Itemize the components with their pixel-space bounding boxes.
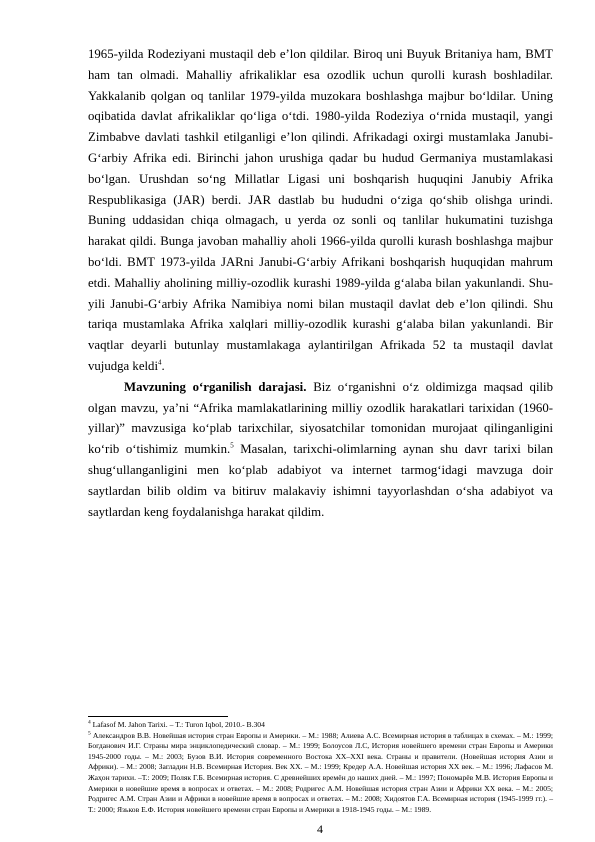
footnote-number: 4 <box>88 719 91 726</box>
page-number: 4 <box>317 822 323 836</box>
footnote-4 <box>88 720 553 731</box>
paragraph-2-text-a: Biz o‘rganishni o‘z oldimizga maqsad qilib olgan mavzu, ya’ni “Afrika mamlakatlarining milliy ozodlik harakatlari tarixidan (1960-yillar)” mavzusiga ko‘plab tarixchilar, siyosatchilar tomonidan murojaat qilinganligini ko‘rib o‘tishimiz mumkin. <box>88 379 554 457</box>
footnote-5 <box>88 731 553 816</box>
paragraph-1 <box>88 44 553 377</box>
footnotes <box>88 720 553 815</box>
footnote-text: Александров В.В. Новейшая история стран Европы и Америки. – М.: 1988; Алиева А.С. Всемирная история в таблицах в схемах. – М.: 1999; Богданович И.Г. Страны мира энциклопедический словар. – М.: 1999; Болоусов Л.С, История новейшего времени стран Европы и Америки 1945-2000 годы. – М.: 2003; Бузов В.И. История современного Востока XX–XXI века. Страны и правители. (Новейшая история Азии и Африки). – М.: 2008; Загладин Н.В. Всемирная История. Век XX. – М.: 1999; Кредер А.А. Новейшая история XX век. – М.: 1996; Лафасов М. Жаҳон тарихи. –Т.: 2009; Поляк Г.Б. Всемирная история. С древнейших времён до наших дней. – М.: 1997; Пономарёв М.В. История Европы и Америки в новейшие время в вопросах и ответах. – М.: 2008; Родригес А.М. Новейшая история стран Азии и Африки XX века. – М.: 2005; Родригес А.М. Стран Азии и Африки в новейшие время в вопросах и ответах. – М.: 2008; Хидоятов Г.А. Всемирная история (1945-1999 гг.). –Т.: 2000; Язьков Е.Ф. История новейшего времени стран Европы и Америки в 1918-1945 годы. – М.: 1989. <box>88 730 553 814</box>
footnote-ref-5: 5 <box>230 441 234 450</box>
footnote-ref-4: 4 <box>158 358 162 367</box>
paragraph-2-text-b: Masalan, tarixchi-olimlarning aynan shu davr tarixi bilan shug‘ullanganligini men ko‘plab adabiyot va internet tarmog‘idagi mavzuga doir saytlardan bilib oldim va bitiruv malakaviy ishimni tayyorlashdan o‘sha adabiyot va saytlardan keng foydalanishga harakat qildim. <box>88 442 553 519</box>
footnote-text: Lafasof M. Jahon Tarixi. – T.: Turon Iqbol, 2010.- B.304 <box>90 720 265 729</box>
footnote-number: 5 <box>88 730 91 737</box>
paragraph-1-text: 1965-yilda Rodeziyani mustaqil deb e’lon qildilar. Biroq uni Buyuk Britaniya ham, BMT ham tan olmadi. Mahalliy afrikaliklar esa ozodlik uchun qurolli kurash boshladilar. Yakkalanib qolgan oq tanlilar 1979-yilda muzokara boshlashga majbur bo‘ldilar. Uning oqibatida davlat afrikaliklar qo‘liga o‘tdi. 1980-yilda Rodeziya o‘rnida mustaqil, yangi Zimbabve davlati tashkil etilganligi e’lon qilindi. Afrikadagi oxirgi mustamlaka Janubi-G‘arbiy Afrika edi. Birinchi jahon urushiga qadar bu hudud Germaniya mustamlakasi bo‘lgan. Urushdan so‘ng Millatlar Ligasi uni boshqarish huquqini Janubiy Afrika Respublikasiga (JAR) berdi. JAR dastlab bu hududni o‘ziga qo‘shib olishga urindi. Buning uddasidan chiqa olmagach, u yerda oz sonli oq tanlilar hukumatini tuzishga harakat qildi. Bunga javoban mahalliy aholi 1966-yilda qurolli kurash boshlashga majbur bo‘ldi. BMT 1973-yilda JARni Janubi-G‘arbiy Afrikani boshqarish huquqidan mahrum etdi. Mahalliy aholining milliy-ozodlik kurashi 1989-yilda g‘alaba bilan yakunlandi. Shu-yili Janubi-G‘arbiy Afrika Namibiya nomi bilan mustaqil davlat deb e’lon qilindi. Shu tariqa mustamlaka Afrika xalqlari milliy-ozodlik kurashi g‘alaba bilan yakunlandi. Bir vaqtlar deyarli butunlay mustamlakaga aylantirilgan Afrikada 52 ta mustaqil davlat vujudga keldi <box>88 47 553 373</box>
footnote-separator <box>88 716 228 717</box>
main-text <box>88 44 553 522</box>
section-heading: Mavzuning o‘rganilish darajasi. <box>124 379 307 394</box>
paragraph-1-end: . <box>161 358 165 373</box>
paragraph-2 <box>88 377 553 523</box>
